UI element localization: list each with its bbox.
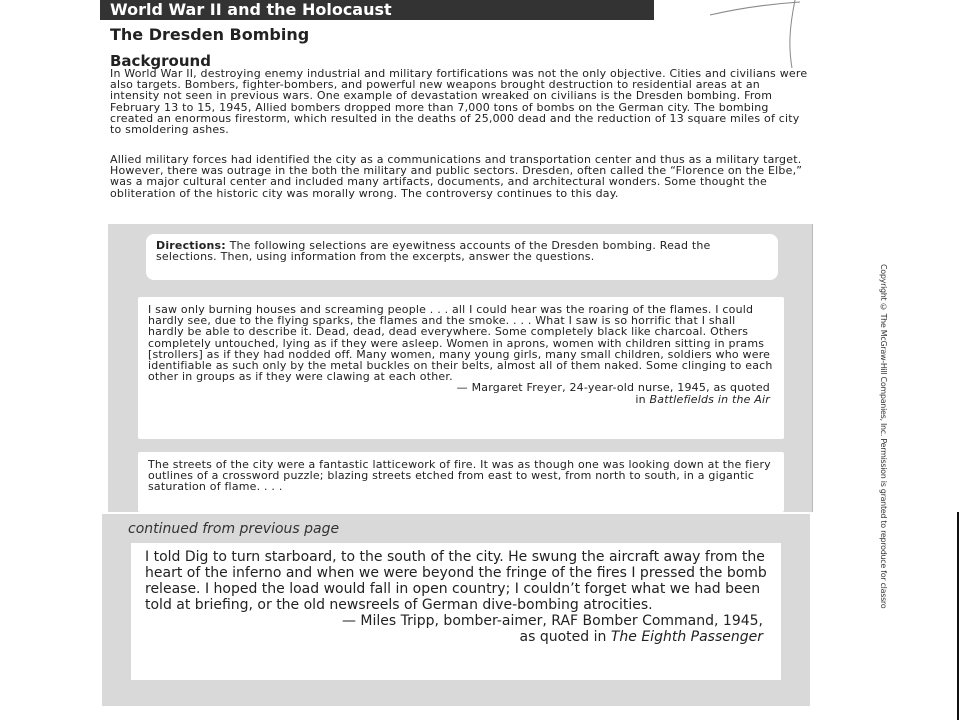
continued-quote-source-prefix: as quoted in xyxy=(519,629,611,645)
directions-box xyxy=(146,234,778,280)
page-title: The Dresden Bombing xyxy=(110,25,310,44)
continued-quote-source-line xyxy=(145,629,767,645)
decorative-swoosh xyxy=(700,0,820,70)
quote-2-text: The streets of the city were a fantastic latticework of fire. It was as though one was looking down at the fiery outlines of a crossword puzzle; blazing streets etched from east to west, from north to south, in a gigantic saturation of flame. . . . xyxy=(148,458,771,494)
quote-1-source-line xyxy=(148,394,774,405)
directions-text: The following selections are eyewitness accounts of the Dresden bombing. Read the selections. Then, using information from the excerpts, answer the questions. xyxy=(156,239,711,264)
copyright-notice: Copyright © The McGraw-Hill Companies, Inc. Permission is granted to reproduce for classro xyxy=(879,264,888,609)
section-header-title: World War II and the Holocaust xyxy=(110,0,392,19)
panel-border xyxy=(812,224,813,512)
background-paragraph-1: In World War II, destroying enemy industrial and military fortifications was not the only objective. Cities and civilians were also targets. Bombers, fighter-bombers, and powerful new weapons brought destruction to residential areas at an intensity not seen in previous wars. One example of devastation wreaked on civilians is the Dresden bombing. From February 13 to 15, 1945, Allied bombers dropped more than 7,000 tons of bombs on the German city. The bombing created an enormous firestorm, which resulted in the deaths of 25,000 dead and the reduction of 13 square miles of city to smoldering ashes. xyxy=(110,67,808,137)
quote-1-source-prefix: in xyxy=(635,392,650,406)
background-heading: Background xyxy=(110,52,211,70)
quote-box-1 xyxy=(138,297,784,439)
quote-1-attribution: — Margaret Freyer, 24-year-old nurse, 1945, as quoted xyxy=(456,381,770,395)
quote-1-text: I saw only burning houses and screaming people . . . all I could hear was the roaring of the flames. I could hardly see, due to the flying sparks, the flames and the smoke. . . . What I saw is so horrific that I shall hardly be able to describe it. Dead, dead, dead everywhere. Some completely black like charcoal. Others completely untouched, lying as if they were asleep. Women in aprons, women with children sitting in prams [strollers] as if they had nodded off. Many women, many young girls, many small children, soldiers who were identifiable as such only by the metal buckles on their belts, almost all of them naked. Some clinging to each other in groups as if they were clawing at each other. xyxy=(148,303,773,384)
quote-1-source: Battlefields in the Air xyxy=(649,392,770,406)
background-paragraph-2: Allied military forces had identified the city as a communications and transportation center and thus as a military target. However, there was outrage in the both the military and public sectors. Dresden, often called the “Florence on the Elbe,” was a major cultural center and included many artifacts, documents, and architectural wonders. Some thought the obliteration of the historic city was morally wrong. The controversy continues to this day. xyxy=(110,153,803,200)
continued-label: continued from previous page xyxy=(128,521,340,537)
edge-line xyxy=(957,512,959,720)
continued-quote-source: The Eighth Passenger xyxy=(610,629,763,645)
continued-quote-text: I told Dig to turn starboard, to the south of the city. He swung the aircraft away from the heart of the inferno and when we were beyond the fringe of the fires I pressed the bomb release. I hoped the load would fall in open country; I couldn’t forget what we had been told at briefing, or the old newsreels of German dive-bombing atrocities. xyxy=(145,549,767,613)
continued-quote-box xyxy=(131,543,781,680)
quote-box-2 xyxy=(138,452,784,512)
section-header-bar xyxy=(100,0,654,20)
directions-label: Directions: xyxy=(156,239,226,252)
continued-quote-attribution: — Miles Tripp, bomber-aimer, RAF Bomber Command, 1945, xyxy=(341,613,763,629)
